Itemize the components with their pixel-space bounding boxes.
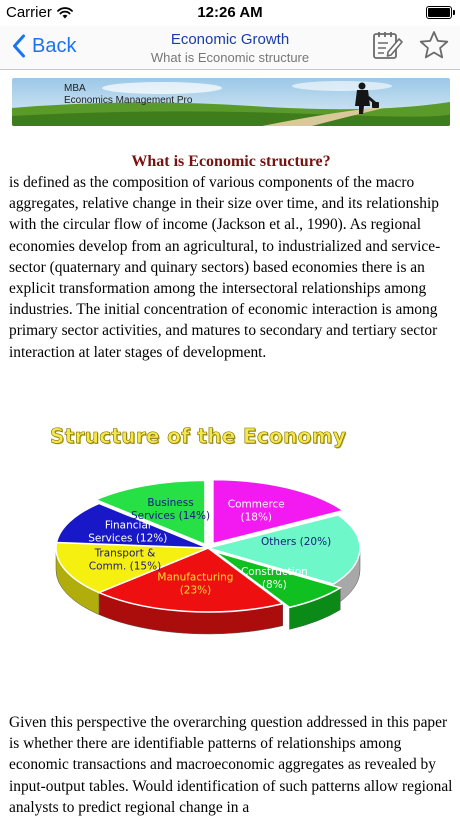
battery-fill (428, 8, 450, 17)
pie-slice-label: Services (12%) (88, 532, 168, 545)
status-time: 12:26 AM (197, 4, 263, 21)
nav-title: Economic Growth (170, 31, 290, 48)
navigation-bar (0, 26, 460, 70)
battery-icon (426, 6, 452, 19)
pie-slice-label: (18%) (240, 511, 273, 524)
pie-slice-label: Transport & (94, 547, 156, 560)
banner-line2: Economics Management Pro (64, 95, 193, 106)
chevron-left-icon (12, 34, 26, 58)
pie-slice-label: Commerce (227, 498, 285, 511)
article-body-2: Given this perspective the overarching question addressed in this paper is whether there are identifiable patterns of relationships among economic transactions and macroeconomic aggregates as revealed by input-output tables. Would identification of such patterns allow regional analysts to predict regional change in a (9, 714, 453, 816)
pie-chart-svg (20, 418, 440, 648)
pie-slice-label: Manufacturing (157, 571, 234, 584)
pie-slice-label: Construction (240, 566, 308, 579)
pie-slice-label: Others (20%) (261, 536, 332, 549)
economy-pie-chart (20, 418, 440, 648)
article (9, 152, 453, 363)
nav-subtitle: What is Economic structure (150, 50, 310, 65)
app-banner (12, 78, 450, 126)
notepad-pencil-icon (371, 29, 403, 61)
article-body: is defined as the composition of various components of the macro aggregates, relative change in their size over time, and its relationship with the circular flow of income (Jackson et al., 1990). As regional economies develop from an agricultural, to industrialized and service-sector (quaternary and quinary sectors) based economies there is an explicit transformation among the intersectoral relationships among industries. The initial concentration of economic interaction is among primary sector activities, and matures to secondary and tertiary sector interaction at later stages of development. (9, 174, 441, 361)
notes-button[interactable] (371, 29, 403, 61)
pie-slice-label: Business (147, 497, 194, 510)
status-bar (0, 0, 460, 26)
pie-slice-label: Financial (104, 519, 151, 532)
chart-title: Structure of the Economy (50, 424, 347, 448)
pie-slice-label: (8%) (261, 579, 287, 592)
back-button[interactable] (12, 34, 76, 58)
banner-line1: MBA (64, 83, 86, 94)
pie-slice-label: (23%) (179, 584, 212, 597)
article-heading: What is Economic structure? (131, 153, 331, 170)
pie-slice-label: Comm. (15%) (88, 560, 162, 573)
back-label: Back (32, 34, 77, 57)
pie-slice-label: Services (14%) (130, 510, 211, 523)
nav-titles (120, 30, 340, 67)
carrier-label: Carrier (6, 4, 52, 21)
favorite-button[interactable] (418, 29, 450, 61)
star-outline-icon (418, 29, 450, 61)
